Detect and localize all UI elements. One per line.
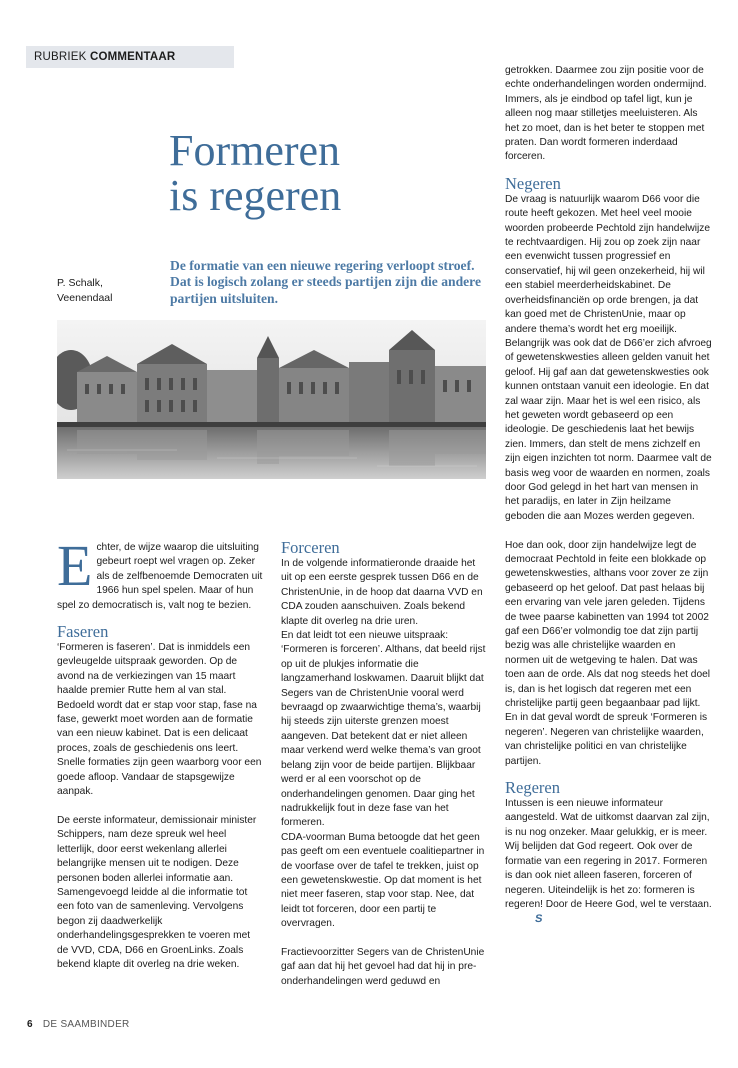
paragraph: CDA-voorman Buma betoogde dat het geen pas geeft om een eventuele coalitiepartner in de voorfase over de tafel te trekken, juist op een gewetenskwestie. Op dat moment is het niet meer faseren, stap voor stap. Nee, dat leidt tot forceren, door een partij te overvragen. bbox=[281, 831, 485, 930]
author-name: P. Schalk, bbox=[57, 277, 103, 289]
column-3 bbox=[505, 64, 712, 928]
rubric-name: COMMENTAAR bbox=[89, 51, 176, 63]
section-heading-negeren: Negeren bbox=[505, 173, 561, 193]
column-2 bbox=[281, 539, 488, 989]
author-place: Veenendaal bbox=[57, 292, 113, 304]
page-footer bbox=[27, 1019, 130, 1030]
rubric-label bbox=[26, 46, 234, 68]
author-byline bbox=[57, 276, 112, 306]
headline bbox=[169, 128, 341, 218]
magazine-name: DE SAAMBINDER bbox=[42, 1019, 130, 1030]
paragraph: De eerste informateur, demissionair minister Schippers, nam deze spreuk wel heel letterlijk, door eerst wekenlang allerlei belangrijke mensen uit te nodigen. Deze personen boden allerlei informatie aan. Samengevoegd leidde al die informatie tot een foto van de samenleving. Vervolgens begon zij daadwerkelijk onderhandelingsgesprekken te voeren met de VVD, CDA, D66 en GroenLinks. Zoals bekend klapte dit overleg na drie weken. bbox=[57, 814, 257, 970]
binnenhof-photo bbox=[57, 320, 486, 479]
paragraph: In de volgende informatieronde draaide het uit op een eerste gesprek tussen D66 en de ChristenUnie, in de hoop dat daarna VVD en CDA zouden aanschuiven. Zoals bekend klapte dit overleg na drie uren. bbox=[281, 558, 483, 627]
page-number: 6 bbox=[27, 1019, 33, 1030]
paragraph: getrokken. Daarmee zou zijn positie voor de echte onderhandelingen worden ondermijnd. Immers, als je eindbod op tafel ligt, kun je alleen nog maar stilletjes meeluisteren. Als het zo moet, dan is het beter te stoppen met praten. Dan wordt formeren inderdaad forceren. bbox=[505, 65, 707, 163]
paragraph: En dat leidt tot een nieuwe uitspraak: ‘Formeren is forceren’. Althans, dat beeld rijst op uit de plukjes informatie die langzamerhand loskwamen. Daaruit blijkt dat Segers van de ChristenUnie vooral werd bevraagd op zwaarwichtige thema’s, waarbij hij steeds zijn uiterste grenzen moest aangeven. Dat betekent dat er niet alleen maar verkend werd welke thema’s van groot belang zijn voor de beide partijen. Blijkbaar werd er al een voorschot op de onderhandelingen genomen. Daar ging het nadrukkelijk fout in deze fase van het formeren. bbox=[281, 630, 486, 829]
paragraph bbox=[505, 797, 712, 928]
column-1 bbox=[57, 533, 264, 972]
paragraph: Belangrijk was ook dat de D66’er zich afvroeg of gewetenskwesties alleen gelden vanuit het geloof. Hij gaf aan dat gewetenskwesties ook kunnen ontstaan vanuit een ideologie. En dat zal waar zijn. Maar het is wel een risico, als het geweten wordt gebaseerd op een ideologie. De geschiedenis laat het bewijs zien. Immers, dan stelt de mens zichzelf en zijn eigen inzichten tot norm. Daarmee valt de basis weg voor de waarden en normen, zoals door God gelegd in het hart van mensen in het paradijs, en later in Zijn heilzame geboden die aan Mozes werden gegeven. bbox=[505, 337, 712, 522]
headline-line-1: Formeren bbox=[169, 126, 341, 175]
paragraph: Fractievoorzitter Segers van de ChristenUnie gaf aan dat hij het gevoel had dat hij in pre-onderhandelingen werd geduwd en bbox=[281, 946, 485, 987]
section-heading-regeren: Regeren bbox=[505, 778, 560, 798]
headline-line-2: is regeren bbox=[169, 171, 342, 220]
lead-paragraph: De formatie van een nieuwe regering verloopt stroef. Dat is logisch zolang er steeds partijen zijn die andere partijen uitsluiten. bbox=[170, 258, 481, 306]
paragraph: ‘Formeren is faseren’. Dat is inmiddels een gevleugelde uitspraak geworden. Op de avond na de verkiezingen van 15 maart haalde premier Rutte hem al van stal. Bedoeld wordt dat er stap voor stap, fase na fase, gewerkt moet worden aan de formatie van een nieuw kabinet. Dat is een delicaat proces, zoals de geschiedenis ons leert. Snelle formaties zijn geen waarborg voor een goede afloop. Vandaar de stapsgewijze aanpak. bbox=[57, 642, 262, 798]
end-mark-icon: S bbox=[534, 913, 544, 926]
rubric-prefix: RUBRIEK bbox=[34, 51, 87, 63]
section-heading-forceren: Forceren bbox=[281, 538, 340, 557]
intro-paragraph: chter, de wijze waarop die uitsluiting gebeurt roept wel vragen op. Zeker als de zelfbenoemde Democraten uit 1966 hun spel spelen. Maar of hun spel zo democratisch is, valt nog te bezien. bbox=[57, 542, 263, 611]
paragraph: De vraag is natuurlijk waarom D66 voor die route heeft gekozen. Met heel veel mooie woorden probeerde Pechtold zijn handelwijze te rechtvaardigen. Hij zou op zoek zijn naar een evenwicht tussen progressief en conservatief, hij wil geen onzekerheid, hij wil een stabiel meerderheidskabinet. De overheidsfinanciën op orde brengen, ja dat kan goed met de ChristenUnie, maar op andere thema’s wordt het erg moeilijk. bbox=[505, 193, 711, 335]
closing-paragraph-text: Intussen is een nieuwe informateur aangesteld. Wat de uitkomst daarvan zal zijn, is nu nog onzeker. Maar gelukkig, er is meer. Wij belijden dat God regeert. Ook over de formatie van een regering in 2017. Formeren is dan ook niet alleen faseren, forceren of negeren. Uiteindelijk is het zo: formeren is regeren! Door de Heere God, wel te verstaan. bbox=[505, 798, 712, 910]
section-heading-faseren: Faseren bbox=[57, 622, 109, 642]
paragraph: Hoe dan ook, door zijn handelwijze legt de democraat Pechtold in feite een blokkade op gewetenskwesties, althans voor zover ze zijn gebaseerd op het geloof. Dat past helaas bij een ervaring van vele jaren geleden. Tijdens de twee paarse kabinetten van 1994 tot 2002 gaf een D66’er volmondig toe dat zijn partij bezig was alle christelijke waarden en normen uit de wetgeving te halen. Dat was toen aan de orde. Als dat nog steeds het doel is, dan is het logisch dat regeren met een christelijke partij geen begaanbaar pad lijkt. En in dat geval wordt de spreuk ‘Formeren is negeren’. Negeren van christelijke waarden, van christelijke politici en van christelijke partijen. bbox=[505, 539, 711, 767]
dropcap: E bbox=[57, 533, 93, 598]
